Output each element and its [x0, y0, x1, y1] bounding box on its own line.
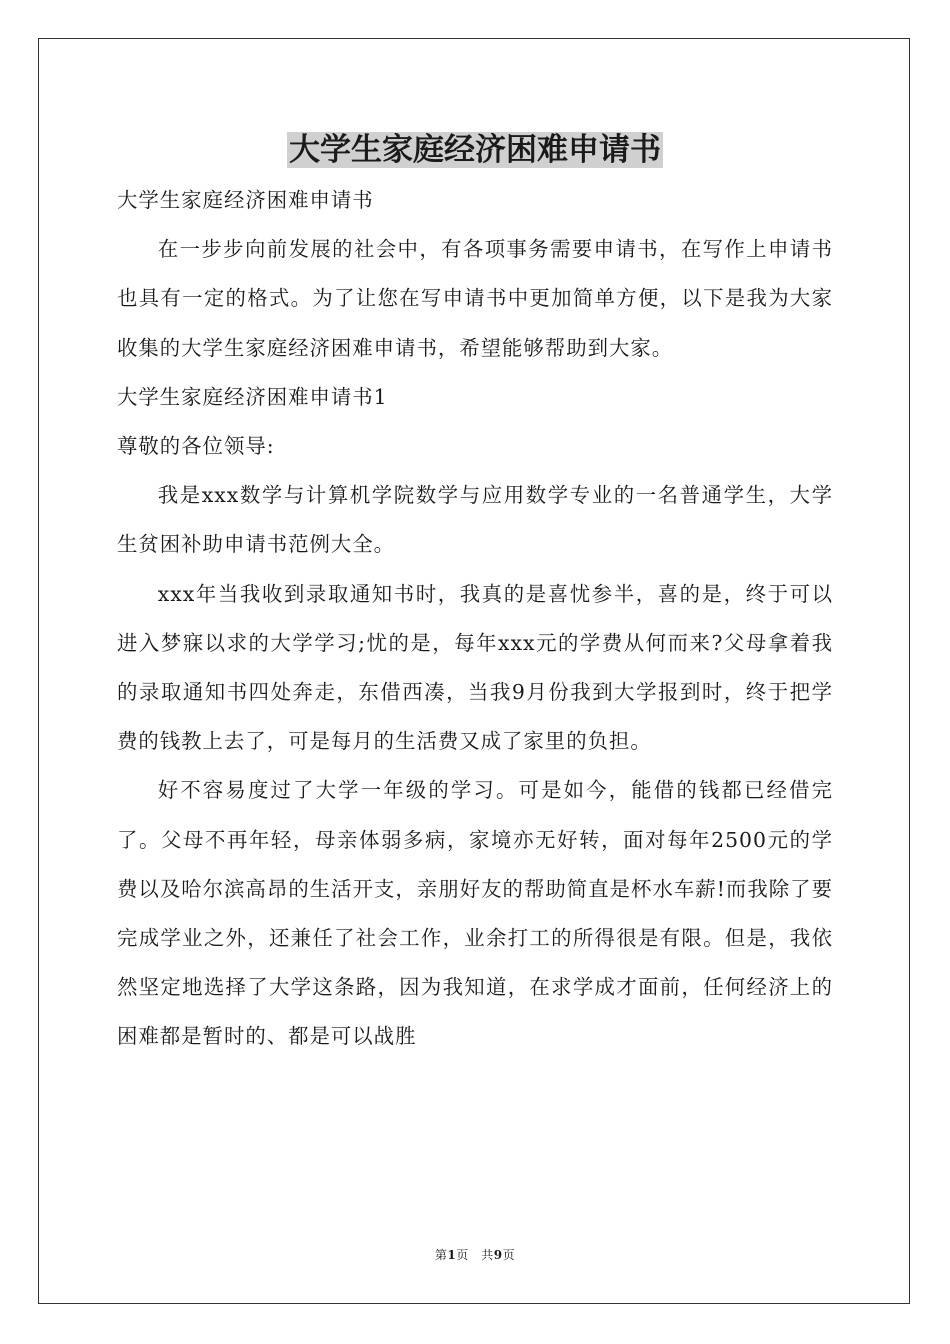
document-title [0, 128, 950, 172]
page-footer [0, 1247, 950, 1263]
document-body [117, 176, 833, 1062]
paragraph-admission: xxx年当我收到录取通知书时，我真的是喜忧参半，喜的是，终于可以进入梦寐以求的大学学习;忧的是，每年xxx元的学费从何而来?父母拿着我的录取通知书四处奔走，东借西凑，当我9月份我到大学报到时，终于把学费的钱教上去了，可是每月的生活费又成了家里的负担。 [117, 581, 833, 754]
paragraph-self-intro: 我是xxx数学与计算机学院数学与应用数学专业的一名普通学生，大学生贫困补助申请书范例大全。 [117, 483, 833, 557]
paragraph-section-heading: 大学生家庭经济困难申请书1 [117, 384, 388, 409]
paragraph-subtitle: 大学生家庭经济困难申请书 [117, 188, 374, 212]
footer-page-total: 9 [493, 1248, 503, 1262]
footer-page-suffix: 页 [502, 1248, 516, 1262]
footer-page-prefix: 第 [434, 1248, 448, 1262]
footer-page-current: 1 [447, 1248, 457, 1262]
footer-page-mid: 页 共 [456, 1248, 494, 1262]
document-title-text: 大学生家庭经济困难申请书 [289, 132, 661, 168]
paragraph-salutation: 尊敬的各位领导: [117, 434, 275, 459]
paragraph-hardship: 好不容易度过了大学一年级的学习。可是如今，能借的钱都已经借完了。父母不再年轻，母亲体弱多病，家境亦无好转，面对每年2500元的学费以及哈尔滨高昂的生活开支，亲朋好友的帮助简直是杯水车薪!而我除了要完成学业之外，还兼任了社会工作，业余打工的所得很是有限。但是，我依然坚定地选择了大学这条路，因为我知道，在求学成才面前，任何经济上的困难都是暂时的、都是可以战胜 [117, 778, 833, 1049]
paragraph-intro: 在一步步向前发展的社会中，有各项事务需要申请书，在写作上申请书也具有一定的格式。为了让您在写申请书中更加简单方便，以下是我为大家收集的大学生家庭经济困难申请书，希望能够帮助到大家。 [117, 237, 833, 360]
